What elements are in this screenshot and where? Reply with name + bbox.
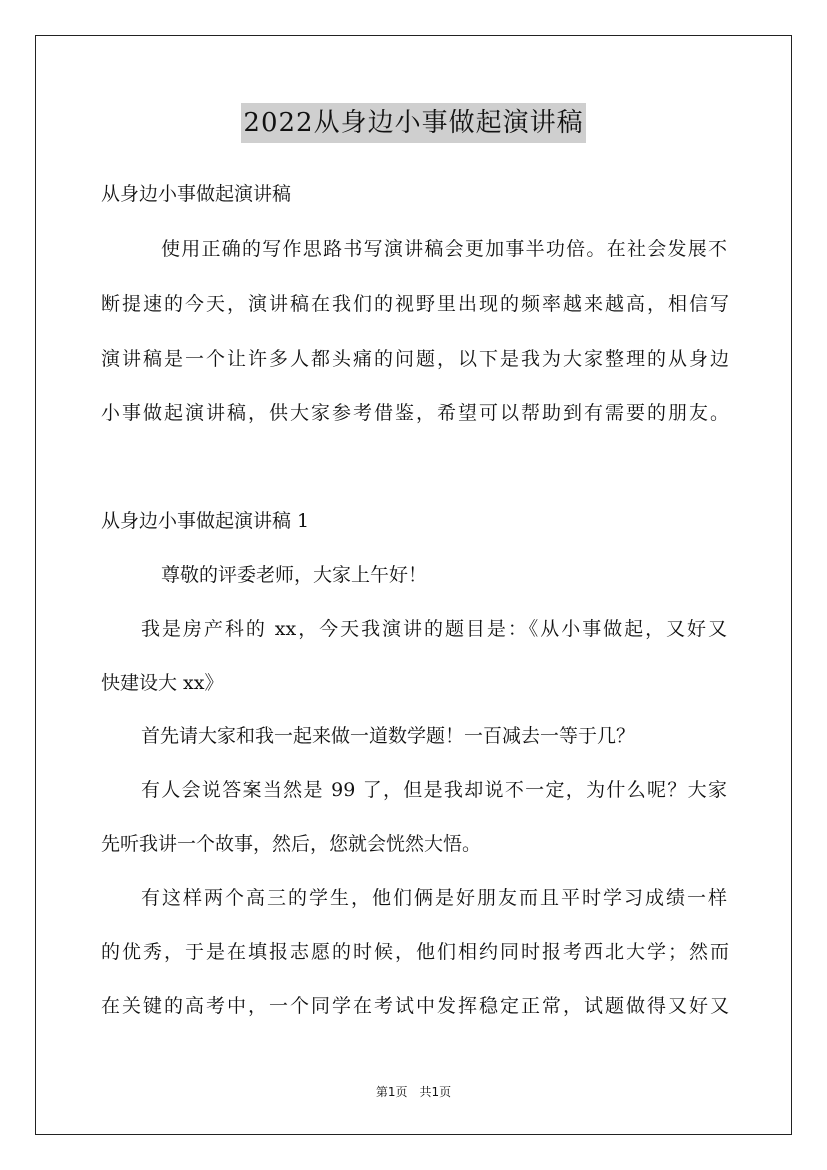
body-line-2: 快建设大 xx》 <box>101 672 224 694</box>
document-title <box>0 103 827 143</box>
body-line-7: 的优秀，于是在填报志愿的时候，他们相约同时报考西北大学；然而 <box>101 941 729 963</box>
intro-line-3: 演讲稿是一个让许多人都头痛的问题，以下是我为大家整理的从身边 <box>101 348 729 370</box>
subtitle: 从身边小事做起演讲稿 <box>101 183 292 205</box>
body-line-3: 首先请大家和我一起来做一道数学题！一百减去一等于几？ <box>141 725 636 747</box>
body-line-6: 有这样两个高三的学生，他们俩是好朋友而且平时学习成绩一样 <box>141 887 727 909</box>
body-line-5: 先听我讲一个故事，然后，您就会恍然大悟。 <box>101 833 482 855</box>
page-footer: 第1页 共1页 <box>375 1085 452 1099</box>
greeting: 尊敬的评委老师，大家上午好！ <box>161 564 428 586</box>
intro-line-4: 小事做起演讲稿，供大家参考借鉴，希望可以帮助到有需要的朋友。 <box>101 402 729 424</box>
body-line-8: 在关键的高考中，一个同学在考试中发挥稳定正常，试题做得又好又 <box>101 995 729 1017</box>
intro-line-2: 断提速的今天，演讲稿在我们的视野里出现的频率越来越高，相信写 <box>101 293 729 315</box>
intro-line-1: 使用正确的写作思路书写演讲稿会更加事半功倍。在社会发展不 <box>161 238 727 260</box>
title-text: 2022从身边小事做起演讲稿 <box>241 103 585 143</box>
body-line-1: 我是房产科的 xx，今天我演讲的题目是：《从小事做起，又好又 <box>141 618 727 640</box>
body-line-4: 有人会说答案当然是 99 了，但是我却说不一定，为什么呢？大家 <box>141 779 727 801</box>
section-heading: 从身边小事做起演讲稿 1 <box>101 510 310 532</box>
